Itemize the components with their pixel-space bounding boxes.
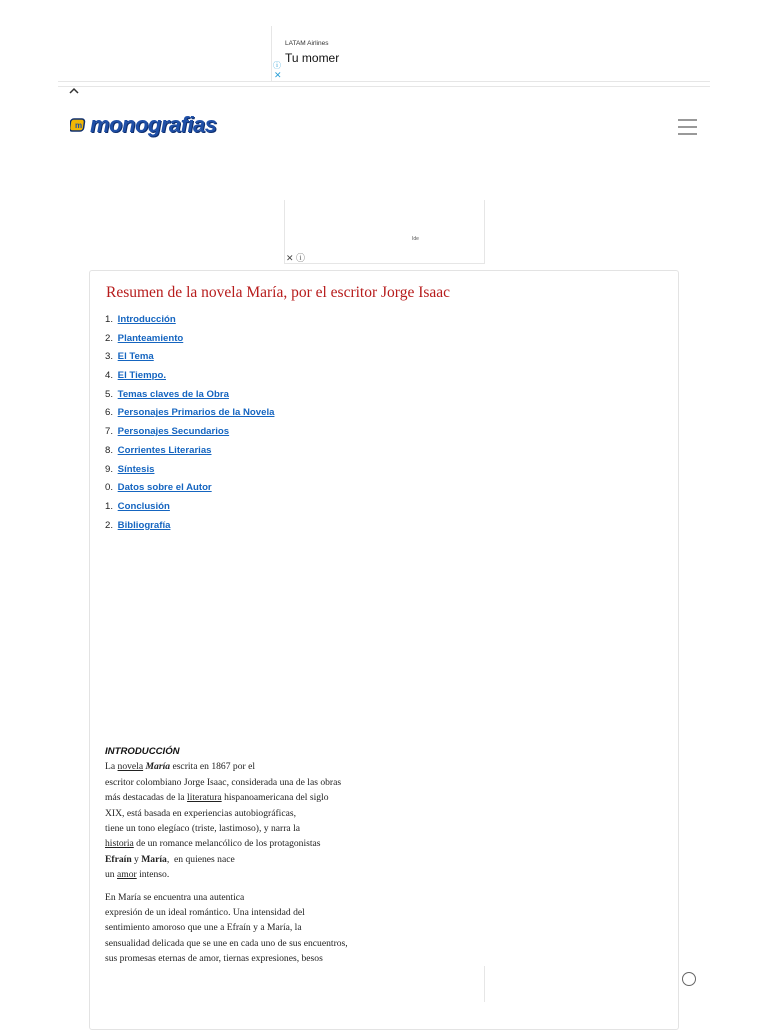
- toc-number: 2.: [105, 332, 114, 344]
- toc-number: 5.: [105, 388, 114, 400]
- toc-number: 7.: [105, 426, 114, 438]
- toc-item: [105, 388, 274, 407]
- text: y: [131, 853, 142, 865]
- text-link[interactable]: literatura: [187, 792, 222, 804]
- hamburger-icon-bar: [678, 133, 697, 135]
- strong: María: [141, 853, 167, 865]
- toc-link[interactable]: Temas claves de la Obra: [117, 388, 229, 400]
- article-body: [105, 744, 405, 974]
- ad-edge: [484, 966, 485, 1002]
- toc-link[interactable]: Síntesis: [117, 463, 155, 475]
- ad-info-icon[interactable]: ⓘ: [273, 61, 281, 70]
- text: intenso.: [136, 869, 170, 881]
- toc-link[interactable]: Planteamiento: [117, 332, 184, 344]
- toc-item: [105, 369, 274, 388]
- text-line: [105, 790, 405, 805]
- text-line: XIX, está basada en experiencias autobiográficas,: [105, 807, 296, 819]
- ad-tiny-text: Ide: [412, 236, 419, 242]
- ad-controls[interactable]: ✕ ⓘ: [286, 253, 306, 263]
- toc-number: 8.: [105, 444, 114, 456]
- logo-icon: [70, 118, 86, 132]
- toc-item: [105, 444, 274, 463]
- toc-link[interactable]: Introducción: [117, 314, 176, 325]
- toc-number: 4.: [105, 370, 114, 382]
- text-link[interactable]: novela: [117, 761, 144, 773]
- toc-link[interactable]: Bibliografía: [117, 519, 171, 531]
- toc-item: [105, 500, 274, 519]
- toc-item: [105, 425, 274, 444]
- menu-button[interactable]: [678, 119, 697, 136]
- text: escrita en 1867 por el: [170, 761, 256, 773]
- text: más destacadas de la: [105, 792, 188, 804]
- paragraph: [105, 759, 405, 882]
- article-title: Resumen de la novela María, por el escritor Jorge Isaac: [106, 284, 451, 301]
- text-line: [105, 852, 405, 867]
- logo-text: monografias: [90, 112, 217, 137]
- text-line: [105, 759, 405, 774]
- toc-item: [105, 406, 274, 425]
- mid-ad-banner[interactable]: [284, 200, 485, 264]
- text-line: [105, 867, 405, 882]
- floating-circle-button[interactable]: [682, 972, 696, 986]
- toc-number: 2.: [105, 519, 114, 531]
- hamburger-icon: [678, 119, 697, 121]
- ad-sponsor: LATAM Airlines: [285, 40, 329, 47]
- toc-link[interactable]: El Tema: [117, 351, 154, 363]
- section-heading: INTRODUCCIÓN: [105, 746, 180, 757]
- text: de un romance melancólico de los protagonistas: [133, 838, 321, 850]
- toc-link[interactable]: Datos sobre el Autor: [117, 482, 212, 494]
- text-line: sentimiento amoroso que une a Efraín y a María, la: [105, 922, 302, 934]
- text-link[interactable]: historia: [105, 838, 134, 850]
- toc-link[interactable]: Corrientes Literarias: [117, 444, 212, 456]
- toc-item: [105, 313, 274, 332]
- text: , en quienes nace: [166, 853, 235, 865]
- collapse-ad-button[interactable]: [67, 84, 81, 98]
- text: hispanoamericana del siglo: [221, 792, 329, 804]
- ad-headline[interactable]: Tu momer: [285, 51, 340, 65]
- toc-number: 6.: [105, 407, 114, 419]
- svg-text:m: m: [75, 121, 83, 130]
- toc-number: 1.: [105, 500, 114, 512]
- top-ad-banner[interactable]: [271, 26, 348, 82]
- text: un: [105, 869, 117, 881]
- toc-number: 0.: [105, 482, 114, 494]
- emphasis: María: [145, 761, 171, 773]
- text-line: escritor colombiano Jorge Isaac, considerada una de las obras: [105, 776, 342, 788]
- toc-link[interactable]: Personajes Primarios de la Novela: [117, 407, 275, 419]
- chevron-up-icon: [67, 84, 81, 98]
- text: La: [105, 761, 118, 773]
- toc-item: [105, 332, 274, 351]
- text-line: tiene un tono elegíaco (triste, lastimoso), y narra la: [105, 823, 301, 835]
- ad-close-icon[interactable]: ✕: [274, 70, 282, 80]
- hamburger-icon-bar: [678, 126, 697, 128]
- text-line: sus promesas eternas de amor, tiernas expresiones, besos: [105, 953, 323, 965]
- strong: Efraín: [105, 853, 132, 865]
- text-link[interactable]: amor: [117, 869, 137, 881]
- toc-item: [105, 481, 274, 500]
- text-line: En María se encuentra una autentica: [105, 891, 245, 903]
- toc-item: [105, 519, 274, 538]
- toc-item: [105, 463, 274, 482]
- ad-divider: [58, 81, 710, 87]
- toc-number: 3.: [105, 351, 114, 363]
- site-logo[interactable]: [70, 113, 217, 137]
- toc-link[interactable]: El Tiempo.: [117, 370, 167, 382]
- text-line: expresión de un ideal romántico. Una intensidad del: [105, 907, 305, 919]
- text-line: sensualidad delicada que se une en cada uno de sus encuentros,: [105, 937, 348, 949]
- toc-item: [105, 350, 274, 369]
- toc-link[interactable]: Personajes Secundarios: [117, 426, 230, 438]
- toc-number: 1.: [105, 314, 114, 325]
- toc-number: 9.: [105, 463, 114, 475]
- paragraph: [105, 890, 405, 967]
- table-of-contents: [105, 313, 274, 537]
- toc-link[interactable]: Conclusión: [117, 500, 170, 512]
- text-line: [105, 836, 405, 851]
